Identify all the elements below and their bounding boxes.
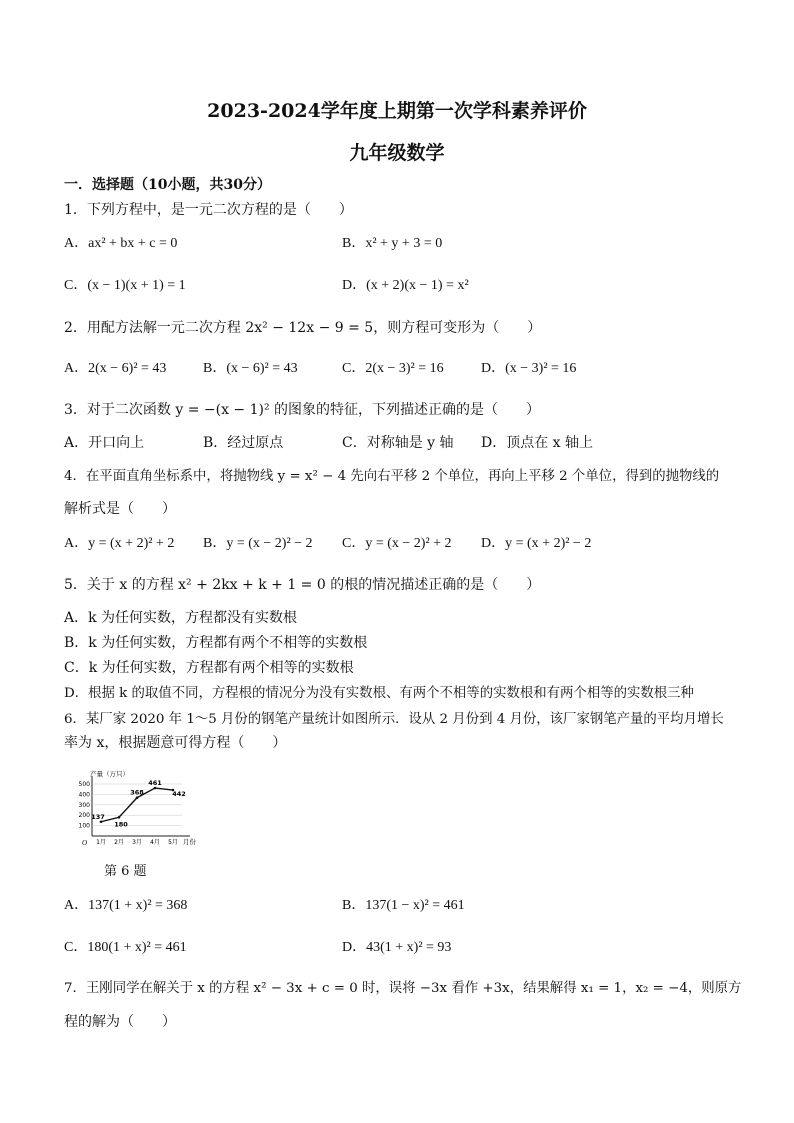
x-tick-label: 5月 [168, 839, 178, 846]
y-tick-label: 400 [78, 791, 90, 799]
question-1-option-b: B．x² + y + 3 = 0 [342, 236, 443, 251]
question-3-option-c: C．对称轴是 y 轴 [342, 435, 454, 451]
question-2-option-d: D．(x − 3)² = 16 [481, 361, 577, 376]
question-6-option-d: D．43(1 + x)² = 93 [342, 940, 452, 955]
question-1-option-d: D．(x + 2)(x − 1) = x² [342, 278, 469, 293]
question-5-option-c: C．k 为任何实数，方程都有两个相等的实数根 [64, 660, 354, 676]
question-6-stem-line2: 率为 x，根据题意可得方程（ ） [64, 735, 287, 751]
data-point [136, 796, 139, 799]
data-label: 137 [91, 812, 105, 821]
page-title: 2023-2024学年度上期第一次学科素养评价 [207, 100, 587, 122]
question-4-option-b: B．y = (x − 2)² − 2 [203, 536, 313, 551]
data-point [118, 816, 121, 819]
y-axis-label: 产量（万只） [90, 770, 129, 778]
question-6-option-a: A．137(1 + x)² = 368 [64, 898, 188, 913]
question-1-option-a: A．ax² + bx + c = 0 [64, 236, 178, 251]
question-3-option-a: A．开口向上 [64, 435, 145, 451]
x-tick-label: 4月 [150, 839, 160, 846]
question-7-stem-line2: 程的解为（ ） [64, 1014, 176, 1030]
data-point [154, 787, 157, 790]
section-heading: 一．选择题（10小题，共30分） [64, 177, 271, 193]
data-label: 461 [148, 779, 162, 788]
question-1-option-c: C．(x − 1)(x + 1) = 1 [64, 278, 186, 293]
question-6-stem-line1: 6．某厂家 2020 年 1～5 月份的钢笔产量统计如图所示．设从 2 月份到 4 月份，该厂家钢笔产量的平均月增长 [64, 712, 724, 727]
question-3-option-b: B．经过原点 [203, 435, 284, 451]
question-2-option-c: C．2(x − 3)² = 16 [342, 361, 444, 376]
question-3-option-d: D．顶点在 x 轴上 [481, 435, 594, 451]
production-line-chart [70, 770, 210, 850]
question-1-stem: 1．下列方程中，是一元二次方程的是（ ） [64, 202, 353, 218]
origin-label: O [82, 839, 88, 847]
question-5-option-b: B．k 为任何实数，方程都有两个不相等的实数根 [64, 635, 368, 651]
question-2-option-b: B．(x − 6)² = 43 [203, 361, 298, 376]
figure-caption: 第 6 题 [104, 864, 147, 879]
question-4-option-c: C．y = (x − 2)² + 2 [342, 536, 452, 551]
question-3-stem: 3．对于二次函数 y = −(x − 1)² 的图象的特征，下列描述正确的是（ ） [64, 402, 541, 418]
data-label: 368 [130, 788, 144, 797]
y-tick-label: 200 [78, 812, 90, 820]
question-4-option-a: A．y = (x + 2)² + 2 [64, 536, 175, 551]
x-tick-label: 1月 [96, 839, 106, 846]
x-axis-label: 月份 [183, 838, 196, 846]
y-tick-label: 300 [78, 801, 90, 809]
question-4-stem-line1: 4．在平面直角坐标系中，将抛物线 y = x² − 4 先向右平移 2 个单位，再向上平移 2 个单位，得到的抛物线的 [64, 469, 720, 484]
y-tick-label: 500 [78, 781, 90, 788]
data-label: 442 [172, 790, 186, 799]
question-5-stem: 5．关于 x 的方程 x² + 2kx + k + 1 = 0 的根的情况描述正确的是（ ） [64, 577, 541, 593]
question-5-option-a: A．k 为任何实数，方程都没有实数根 [64, 610, 298, 626]
question-5-option-d: D．根据 k 的取值不同，方程根的情况分为没有实数根、有两个不相等的实数根和有两个相等的实数根三种 [64, 686, 694, 701]
question-4-stem-line2: 解析式是（ ） [64, 501, 176, 517]
data-point [100, 820, 103, 823]
question-7-stem-line1: 7．王刚同学在解关于 x 的方程 x² − 3x + c = 0 时，误将 −3x 看作 +3x，结果解得 x₁ = 1，x₂ = −4，则原方 [64, 981, 742, 996]
question-2-option-a: A．2(x − 6)² = 43 [64, 361, 167, 376]
x-tick-label: 2月 [114, 839, 124, 846]
page-subtitle: 九年级数学 [349, 142, 445, 164]
question-4-option-d: D．y = (x + 2)² − 2 [481, 536, 592, 551]
chart-svg [70, 770, 210, 850]
question-6-option-b: B．137(1 − x)² = 461 [342, 898, 465, 913]
y-tick-label: 100 [78, 822, 90, 830]
question-6-option-c: C．180(1 + x)² = 461 [64, 940, 187, 955]
x-tick-label: 3月 [132, 839, 142, 846]
data-label: 180 [114, 820, 128, 829]
question-2-stem: 2．用配方法解一元二次方程 2x² − 12x − 9 = 5，则方程可变形为（ ） [64, 320, 542, 336]
